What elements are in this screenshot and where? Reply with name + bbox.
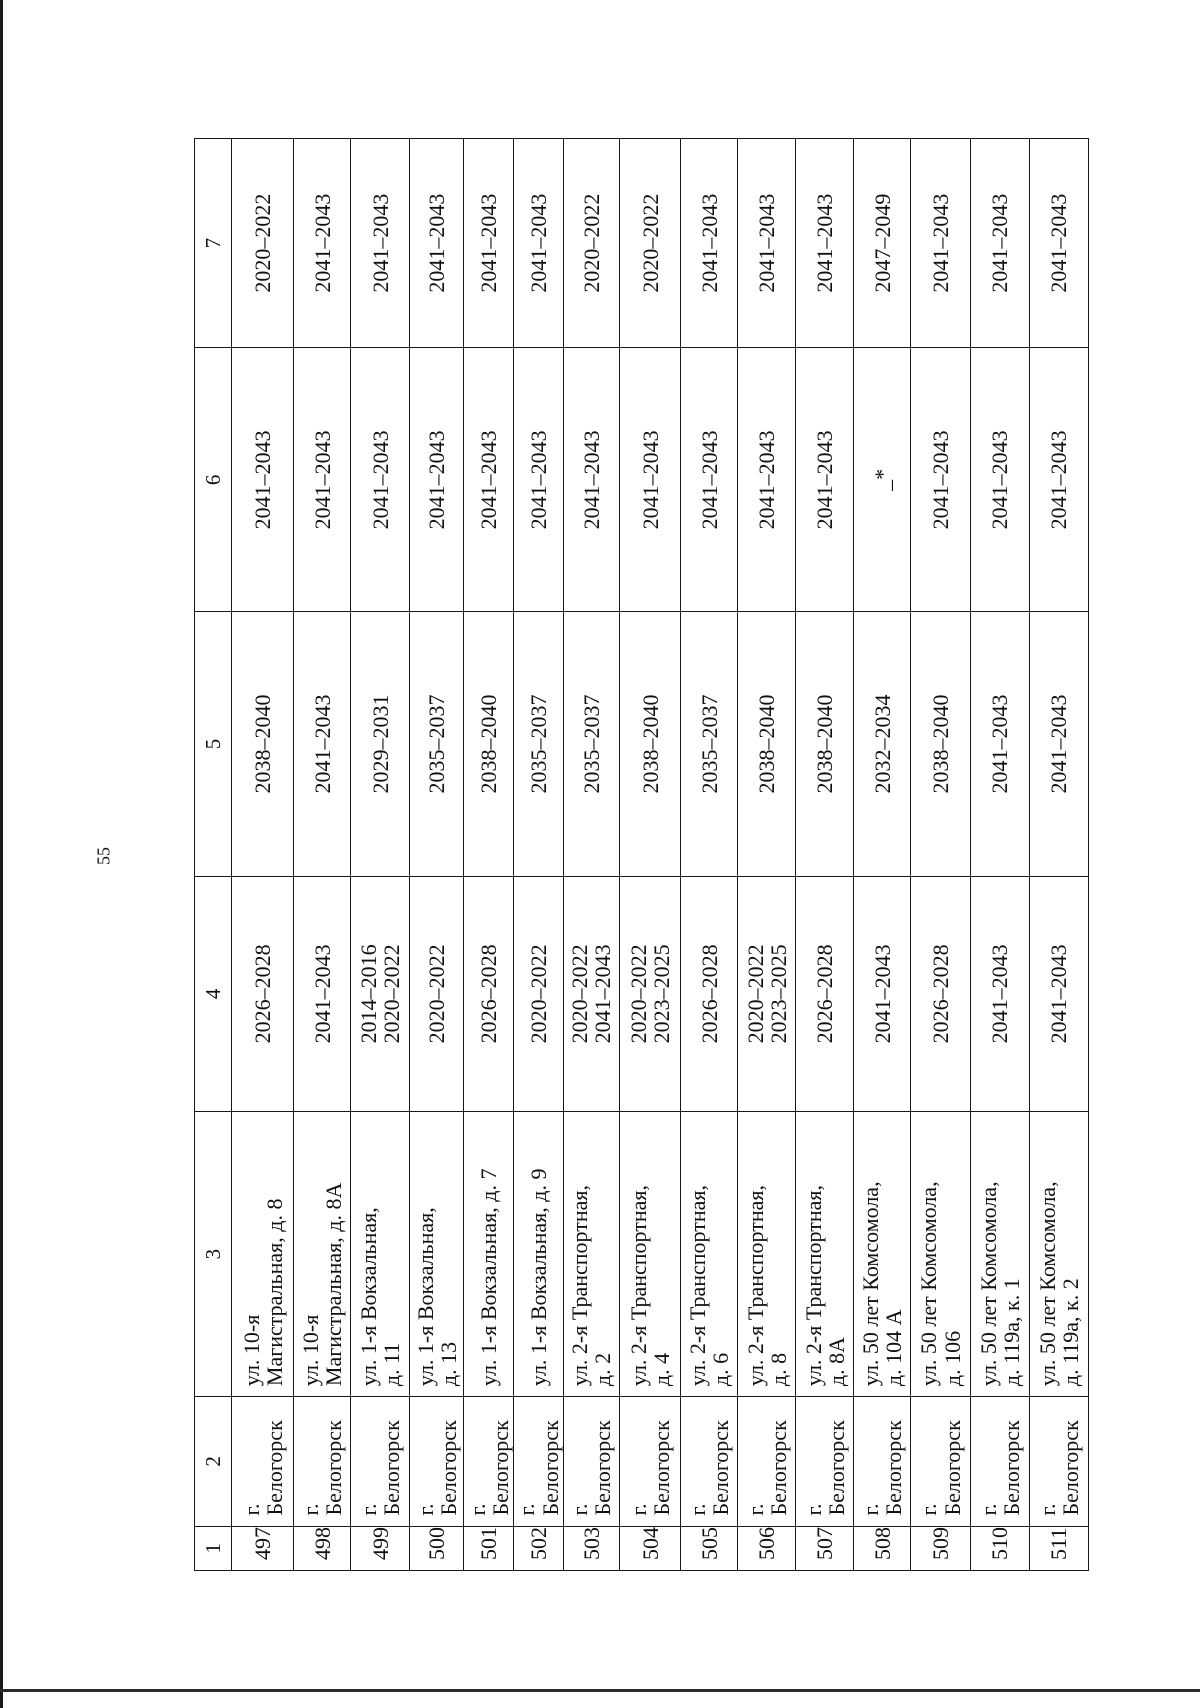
period-col4-cell [796,876,854,1111]
period-col4-cell [351,876,410,1111]
period-col7-cell: 2047–2049 [854,139,911,348]
period-col6-cell: 2041–2043 [351,348,410,612]
period-col4-cell-line: 2026–2028 [927,944,953,1044]
period-col7-cell: 2041–2043 [410,139,464,348]
address-cell-line: ул. 10-я [298,1314,324,1387]
table-row [738,139,796,1571]
period-col4-cell [738,876,796,1111]
address-cell-line: д. 4 [649,1352,675,1387]
table-row [796,139,854,1571]
period-col7-cell: 2020–2022 [563,139,619,348]
period-col4-cell-line: 2041–2043 [1046,944,1072,1044]
address-cell-line: ул. 1-я Вокзальная, [356,1207,382,1387]
period-col5-cell: 2038–2040 [911,612,970,876]
period-col4-cell-line: 2020–2022 [379,944,405,1044]
table-row [619,139,680,1571]
address-cell-line: Магистральная, д. 8А [321,1182,347,1387]
address-cell [351,1112,410,1397]
row-number-cell: 511 [1029,1526,1088,1570]
period-col6-cell: 2041–2043 [1029,348,1088,612]
address-cell-line: д. 13 [435,1341,461,1387]
header-row [195,139,232,1571]
row-number-cell: 497 [231,1526,293,1570]
period-col7-cell: 2041–2043 [294,139,351,348]
table-row [854,139,911,1571]
period-col7-cell: 2041–2043 [970,139,1029,348]
address-cell [970,1112,1029,1397]
period-col4-cell-line: 2020–2022 [526,944,551,1044]
city-cell: г. Белогорск [1029,1397,1088,1526]
period-col4-cell [911,876,970,1111]
row-number-cell: 503 [563,1526,619,1570]
period-col7-cell: 2041–2043 [514,139,564,348]
period-col5-cell: 2032–2034 [854,612,911,876]
period-col4-cell-line: 2020–2022 [625,944,651,1044]
city-cell: г. Белогорск [911,1397,970,1526]
address-cell-line: д. 104 А [881,1309,907,1387]
period-col5-cell: 2038–2040 [796,612,854,876]
table-row [294,139,351,1571]
period-col6-cell: 2041–2043 [970,348,1029,612]
row-number-cell: 510 [970,1526,1029,1570]
address-cell [410,1112,464,1397]
period-col4-cell [563,876,619,1111]
period-col4-cell [464,876,514,1111]
header-col-6: 6 [195,348,232,612]
row-number-cell: 498 [294,1526,351,1570]
city-cell: г. Белогорск [514,1397,564,1526]
address-cell-line: Магистральная, д. 8 [261,1198,287,1387]
row-number-cell: 506 [738,1526,796,1570]
period-col5-cell: 2029–2031 [351,612,410,876]
period-col5-cell: 2041–2043 [970,612,1029,876]
period-col5-cell: 2038–2040 [464,612,514,876]
period-col5-cell: 2041–2043 [294,612,351,876]
period-col6-cell: 2041–2043 [619,348,680,612]
address-cell-line: ул. 1-я Вокзальная, д. 7 [476,1168,502,1387]
period-col4-cell-line: 2026–2028 [812,944,838,1044]
period-col4-cell [1029,876,1088,1111]
page-number: 55 [93,847,114,865]
period-col4-cell-line: 2020–2022 [742,944,768,1044]
period-col4-cell-line: 2041–2043 [590,944,616,1044]
address-cell [1029,1112,1088,1397]
scan-edge-left [0,0,3,1708]
header-col-5: 5 [195,612,232,876]
period-col7-cell: 2041–2043 [351,139,410,348]
address-cell-line: д. 11 [379,1342,405,1387]
period-col6-cell: 2041–2043 [231,348,293,612]
table-body [195,139,1089,1571]
table-row [410,139,464,1571]
address-cell-line: д. 119а, к. 1 [998,1278,1024,1387]
period-col4-cell [231,876,293,1111]
address-cell [294,1112,351,1397]
period-col4-cell [970,876,1029,1111]
period-col5-cell: 2035–2037 [563,612,619,876]
period-col7-cell: 2041–2043 [911,139,970,348]
period-col4-cell [854,876,911,1111]
table-row [563,139,619,1571]
address-cell [911,1112,970,1397]
period-col4-cell-line: 2023–2025 [765,944,791,1044]
address-cell-line: ул. 1-я Вокзальная, [412,1207,438,1387]
period-col4-cell-line: 2026–2028 [696,944,722,1044]
address-cell [514,1112,564,1397]
address-cell [464,1112,514,1397]
period-col4-cell [294,876,351,1111]
period-col5-cell: 2035–2037 [514,612,564,876]
table-row [514,139,564,1571]
address-cell-line: д. 119а, к. 2 [1057,1278,1083,1387]
period-col4-cell-line: 2041–2043 [987,944,1013,1044]
table-row [681,139,738,1571]
address-cell-line: ул. 2-я Транспортная, [742,1184,768,1387]
header-col-2: 2 [195,1397,232,1526]
city-cell: г. Белогорск [619,1397,680,1526]
period-col6-cell: 2041–2043 [563,348,619,612]
period-col4-cell-line: 2020–2022 [424,944,450,1044]
period-col5-cell: 2038–2040 [738,612,796,876]
address-cell [619,1112,680,1397]
address-cell-line: д. 8А [823,1337,849,1387]
address-cell [854,1112,911,1397]
address-cell-line: ул. 50 лет Комсомола, [975,1181,1001,1387]
period-col4-cell-line: 2026–2028 [250,944,276,1044]
period-col4-cell-line: 2041–2043 [869,944,895,1044]
address-cell [563,1112,619,1397]
table-row [351,139,410,1571]
period-col4-cell-line: 2020–2022 [567,944,593,1044]
city-cell: г. Белогорск [738,1397,796,1526]
address-cell-line: ул. 50 лет Комсомола, [1034,1181,1060,1387]
address-cell-line: ул. 50 лет Комсомола, [916,1181,942,1387]
row-number-cell: 499 [351,1526,410,1570]
address-cell-line: д. 106 [939,1330,965,1387]
address-cell [796,1112,854,1397]
address-cell-line: д. 2 [590,1352,616,1387]
address-cell-line: ул. 2-я Транспортная, [567,1184,593,1387]
city-cell: г. Белогорск [796,1397,854,1526]
period-col6-cell: 2041–2043 [464,348,514,612]
header-col-3: 3 [195,1112,232,1397]
period-col4-cell [514,876,564,1111]
schedule-table [194,138,1089,1571]
address-cell-line: д. 8 [765,1352,791,1387]
rotated-table-wrapper [194,138,1089,1571]
address-cell-line: ул. 10-я [238,1314,264,1387]
table-row [231,139,293,1571]
address-cell-line: ул. 50 лет Комсомола, [858,1181,884,1387]
row-number-cell: 509 [911,1526,970,1570]
address-cell-line: ул. 2-я Транспортная, [685,1184,711,1387]
period-col4-cell-line: 2026–2028 [476,944,502,1044]
period-col7-cell: 2020–2022 [231,139,293,348]
period-col4-cell [681,876,738,1111]
table-row [1029,139,1088,1571]
city-cell: г. Белогорск [563,1397,619,1526]
row-number-cell: 500 [410,1526,464,1570]
period-col4-cell-line: 2023–2025 [649,944,675,1044]
scan-edge-bottom [0,1689,1200,1692]
row-number-cell: 508 [854,1526,911,1570]
row-number-cell: 504 [619,1526,680,1570]
address-cell-line: ул. 2-я Транспортная, [800,1184,826,1387]
header-col-7: 7 [195,139,232,348]
address-cell [231,1112,293,1397]
row-number-cell: 507 [796,1526,854,1570]
city-cell: г. Белогорск [351,1397,410,1526]
table-row [970,139,1029,1571]
address-cell-line: ул. 1-я Вокзальная, д. 9 [526,1168,551,1387]
period-col5-cell: 2035–2037 [410,612,464,876]
period-col6-cell: 2041–2043 [294,348,351,612]
city-cell: г. Белогорск [681,1397,738,1526]
city-cell: г. Белогорск [410,1397,464,1526]
address-cell [738,1112,796,1397]
period-col5-cell: 2038–2040 [619,612,680,876]
city-cell: г. Белогорск [231,1397,293,1526]
period-col6-cell: 2041–2043 [514,348,564,612]
period-col6-cell: 2041–2043 [681,348,738,612]
period-col7-cell: 2041–2043 [738,139,796,348]
period-col5-cell: 2041–2043 [1029,612,1088,876]
period-col6-cell: 2041–2043 [796,348,854,612]
period-col5-cell: 2038–2040 [231,612,293,876]
period-col7-cell: 2020–2022 [619,139,680,348]
row-number-cell: 502 [514,1526,564,1570]
period-col6-cell: 2041–2043 [410,348,464,612]
period-col4-cell-line: 2014–2016 [356,944,382,1044]
header-col-4: 4 [195,876,232,1111]
table-row [464,139,514,1571]
city-cell: г. Белогорск [854,1397,911,1526]
address-cell-line: д. 6 [708,1352,734,1387]
period-col7-cell: 2041–2043 [464,139,514,348]
city-cell: г. Белогорск [970,1397,1029,1526]
row-number-cell: 505 [681,1526,738,1570]
period-col6-cell: 2041–2043 [911,348,970,612]
table-row [911,139,970,1571]
city-cell: г. Белогорск [464,1397,514,1526]
period-col7-cell: 2041–2043 [1029,139,1088,348]
address-cell-line: ул. 2-я Транспортная, [625,1184,651,1387]
period-col4-cell [410,876,464,1111]
period-col7-cell: 2041–2043 [796,139,854,348]
address-cell [681,1112,738,1397]
period-col6-cell: _* [854,348,911,612]
period-col4-cell-line: 2041–2043 [309,944,335,1044]
period-col7-cell: 2041–2043 [681,139,738,348]
period-col6-cell: 2041–2043 [738,348,796,612]
row-number-cell: 501 [464,1526,514,1570]
period-col4-cell [619,876,680,1111]
period-col5-cell: 2035–2037 [681,612,738,876]
header-col-1: 1 [195,1526,232,1570]
city-cell: г. Белогорск [294,1397,351,1526]
